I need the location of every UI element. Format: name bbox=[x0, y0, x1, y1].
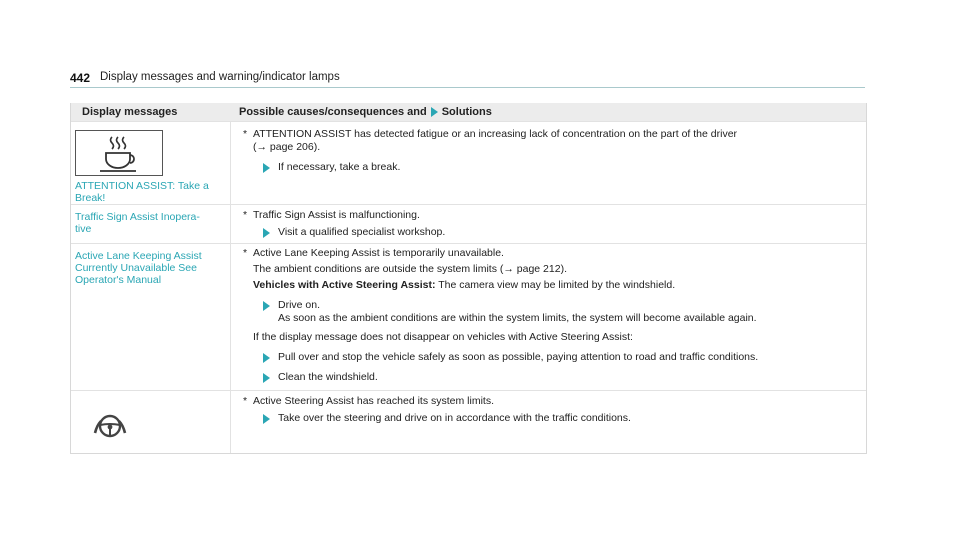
cause-text: Active Lane Keeping Assist is temporarily unavailable. bbox=[253, 247, 504, 259]
solution-step: Take over the steering and drive on in accordance with the traffic conditions. bbox=[263, 412, 856, 425]
step-arrow-icon bbox=[263, 414, 270, 424]
cause-text: Traffic Sign Assist is malfunctioning. bbox=[253, 209, 420, 221]
cause-detail: The ambient conditions are outside the system limits (→ page 212). bbox=[253, 263, 567, 275]
col-header-causes bbox=[231, 106, 866, 118]
vehicle-note: Vehicles with Active Steering Assist: The camera view may be limited by the windshield. bbox=[253, 279, 676, 291]
solution-step: Visit a qualified specialist workshop. bbox=[263, 226, 856, 239]
message-cell bbox=[71, 205, 231, 243]
solution-step: Pull over and stop the vehicle safely as soon as possible, paying attention to road and traffic conditions. bbox=[263, 351, 856, 364]
solution-step: Clean the windshield. bbox=[263, 371, 856, 384]
step-arrow-icon bbox=[263, 373, 270, 383]
cause-cell: * Active Steering Assist has reached its system limits. Take over the steering and drive on in accordance with the traffic conditions. bbox=[231, 391, 866, 453]
page-number: 442 bbox=[70, 71, 91, 85]
display-note: If the display message does not disappear on vehicles with Active Steering Assist: bbox=[253, 331, 633, 343]
message-cell bbox=[71, 391, 231, 453]
cause-cell: * ATTENTION ASSIST has detected fatigue or an increasing lack of concentration on the part of the driver (→ page 206). If necessary, take a break. bbox=[231, 122, 866, 204]
table-row bbox=[71, 243, 866, 390]
cause-text: Active Steering Assist has reached its system limits. bbox=[253, 395, 495, 407]
table-header bbox=[71, 103, 866, 121]
page-header bbox=[70, 71, 865, 87]
step-arrow-icon bbox=[263, 301, 270, 311]
message-text: Traffic Sign Assist Inopera-tive bbox=[75, 211, 200, 235]
step-arrow-icon bbox=[263, 353, 270, 363]
table-row bbox=[71, 390, 866, 453]
coffee-cup-icon bbox=[75, 130, 163, 176]
step-arrow-icon bbox=[263, 228, 270, 238]
cause-cell: * Traffic Sign Assist is malfunctioning. Visit a qualified specialist workshop. bbox=[231, 205, 866, 243]
col-header-solutions-text: Solutions bbox=[441, 106, 492, 118]
solution-arrow-icon bbox=[431, 107, 438, 117]
step-arrow-icon bbox=[263, 163, 270, 173]
display-messages-table bbox=[70, 103, 867, 454]
message-cell bbox=[71, 122, 231, 204]
table-row bbox=[71, 121, 866, 204]
col-header-messages: Display messages bbox=[82, 106, 178, 118]
solution-step: Drive on. As soon as the ambient conditions are within the system limits, the system will become available again. bbox=[263, 299, 856, 325]
page-title: Display messages and warning/indicator lamps bbox=[100, 71, 340, 83]
header-divider bbox=[70, 87, 865, 88]
message-cell bbox=[71, 244, 231, 390]
message-text: Active Lane Keeping Assist Currently Unavailable See Operator's Manual bbox=[75, 250, 202, 286]
cause-text: ATTENTION ASSIST has detected fatigue or an increasing lack of concentration on the part of the driver bbox=[253, 128, 738, 140]
cause-cell: * Active Lane Keeping Assist is temporarily unavailable. The ambient conditions are outside the system limits (→ page 212). Vehicles with Active Steering Assist: The camera view may be limited by the windshield. Drive on. As soon as the ambient conditions are within the system limits, the system will become available again. If the display message does not disappear on vehicles with Active Steering Assist: Pull over and stop the vehicle safely as soon as possible, paying attention to road and traffic conditions. Clean the windshield. bbox=[231, 244, 866, 390]
col-header-causes-text: Possible causes/consequences and bbox=[239, 106, 427, 118]
message-text: ATTENTION ASSIST: Take a Break! bbox=[75, 180, 209, 204]
solution-step: If necessary, take a break. bbox=[263, 161, 856, 174]
table-row bbox=[71, 204, 866, 243]
cause-reference: (→ page 206). bbox=[253, 141, 321, 153]
steering-wheel-hands-icon bbox=[93, 413, 127, 439]
